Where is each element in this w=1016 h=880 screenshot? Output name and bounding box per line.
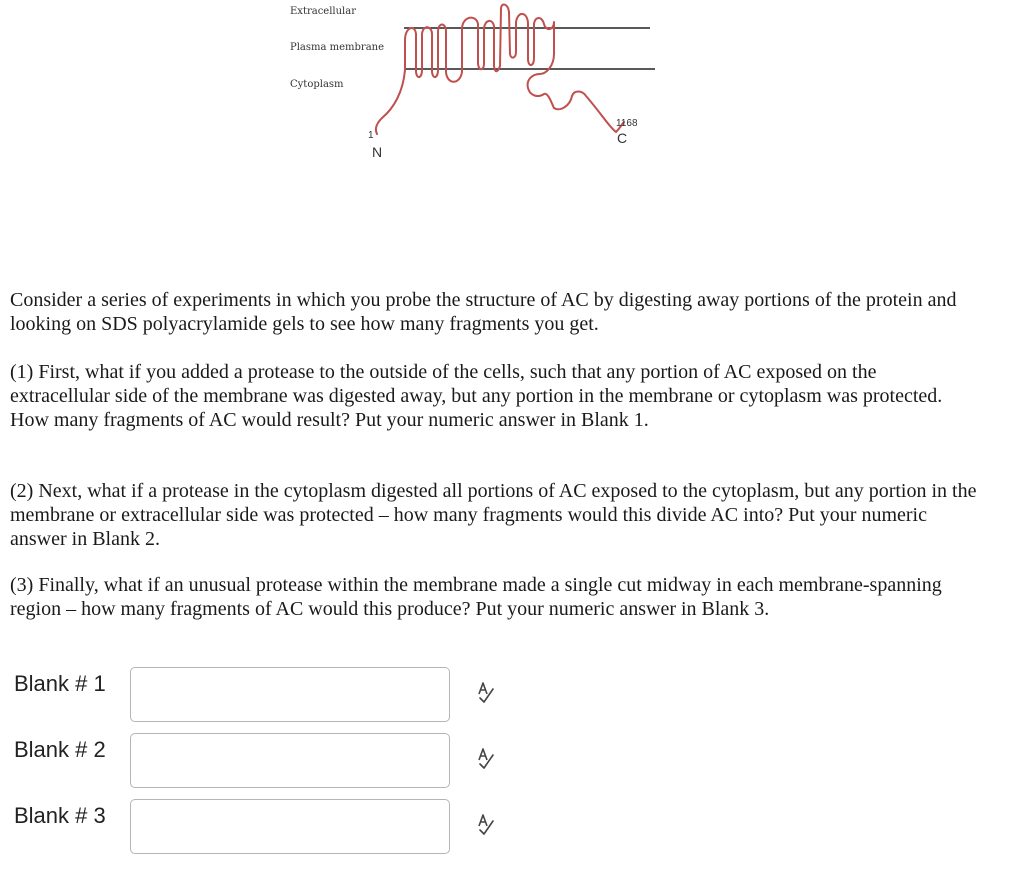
question-part-3: (3) Finally, what if an unusual protease within the membrane made a single cut midway in each membrane-spanning region – how many fragments of AC would this produce? Put your numeric answer in Blank 3. (10, 574, 942, 620)
question-part-1: (1) First, what if you added a protease to the outside of the cells, such that any portion of AC exposed on the extracellular side of the membrane was digested away, but any portion in the membrane or cytoplasm was protected. How many fragments of AC would result? Put your numeric answer in Blank 1. (10, 361, 943, 431)
c-terminus-number: 1168 (616, 118, 638, 129)
blank-2-label: Blank # 2 (14, 737, 106, 762)
blank-3-input[interactable] (130, 799, 450, 854)
blank-2-input[interactable] (130, 733, 450, 788)
cytoplasm-label: Cytoplasm (290, 79, 344, 90)
spellcheck-icon[interactable] (473, 746, 499, 772)
blank-1-label: Blank # 1 (14, 671, 106, 696)
spellcheck-icon[interactable] (473, 680, 499, 706)
plasma-membrane-label: Plasma membrane (290, 42, 385, 53)
c-terminus-letter: C (617, 130, 628, 146)
n-terminus-number: 1 (368, 130, 374, 141)
blank-1-input[interactable] (130, 667, 450, 722)
membrane-protein-diagram (270, 0, 690, 170)
question-part-2: (2) Next, what if a protease in the cytoplasm digested all portions of AC exposed to the cytoplasm, but any portion in the membrane or extracellular side was protected – how many fragments would this divide AC into? Put your numeric answer in Blank 2. (10, 480, 977, 550)
blank-3-label: Blank # 3 (14, 803, 106, 828)
extracellular-label: Extracellular (290, 6, 356, 17)
n-terminus-letter: N (372, 144, 383, 160)
spellcheck-icon[interactable] (473, 812, 499, 838)
question-intro: Consider a series of experiments in which you probe the structure of AC by digesting away portions of the protein and looking on SDS polyacrylamide gels to see how many fragments you get. (10, 289, 957, 335)
